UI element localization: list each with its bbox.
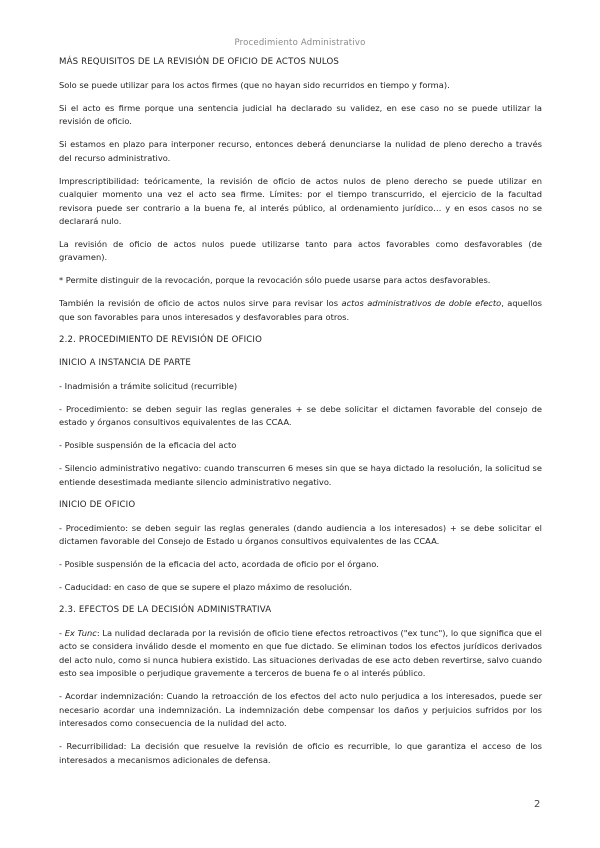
paragraph: La revisión de oficio de actos nulos puede utilizarse tanto para actos favorables como desfavorables (de gravamen). (59, 239, 542, 263)
paragraph: Si estamos en plazo para interponer recurso, entonces deberá denunciarse la nulidad de pleno derecho a través del recurso administrativo. (59, 139, 542, 163)
note-paragraph: * Permite distinguir de la revocación, porque la revocación sólo puede usarse para actos desfavorables. (59, 275, 491, 286)
subsection-heading: INICIO A INSTANCIA DE PARTE (59, 357, 191, 368)
emphasis-text: Ex Tunc (64, 628, 97, 639)
section-heading: 2.3. EFECTOS DE LA DECISIÓN ADMINISTRATIVA (59, 605, 272, 616)
section-heading: 2.2. PROCEDIMIENTO DE REVISIÓN DE OFICIO (59, 334, 263, 345)
list-item: - Silencio administrativo negativo: cuando transcurren 6 meses sin que se haya dictado la resolución, la solicitud se entiende desestimada mediante silencio administrativo negativo. (59, 463, 542, 487)
paragraph (59, 297, 542, 324)
paragraph-text: También la revisión de oficio de actos nulos sirve para revisar los (59, 298, 342, 309)
paragraph-text: , aquellos que son favorables para unos interesados y desfavorables para otros. (59, 298, 543, 322)
list-item: - Procedimiento: se deben seguir las reglas generales + se debe solicitar el dictamen favorable del consejo de estado y órganos consultivos equivalentes de las CCAA. (59, 403, 542, 428)
list-item (59, 627, 542, 681)
list-item: - Recurribilidad: La decisión que resuelve la revisión de oficio es recurrible, lo que garantiza el acceso de los interesados a mecanismos adicionales de defensa. (59, 741, 542, 765)
paragraph: Solo se puede utilizar para los actos firmes (que no hayan sido recurridos en tiempo y forma). (59, 80, 450, 90)
section-heading: MÁS REQUISITOS DE LA REVISIÓN DE OFICIO DE ACTOS NULOS (59, 57, 340, 67)
paragraph-text: : La nulidad declarada por la revisión de oficio tiene efectos retroactivos ("ex tunc"), lo que significa que el acto se considera inválido desde el momento en que fue dictado. Se eliminan todos los efectos jurídicos derivados del acto nulo, como si nunca hubiera existido. Las situaciones derivadas de ese acto deben revertirse, salvo cuando esto sea imposible o perjudique gravemente a terceros de buena fe o al interés público. (59, 628, 542, 679)
paragraph: Si el acto es firme porque una sentencia judicial ha declarado su validez, en ese caso no se puede utilizar la revisión de oficio. (59, 103, 542, 127)
page-body (59, 56, 542, 777)
list-item: - Posible suspensión de la eficacia del acto, acordada de oficio por el órgano. (59, 559, 379, 570)
list-item: - Inadmisión a trámite solicitud (recurrible) (59, 380, 238, 391)
list-item: - Procedimiento: se deben seguir las reglas generales (dando audiencia a los interesados) + se debe solicitar el dictamen favorable del Consejo de Estado u órganos consultivos equivalentes de las CCAA. (59, 522, 542, 547)
list-item: - Caducidad: en caso de que se supere el plazo máximo de resolución. (59, 582, 352, 593)
page-number: 2 (534, 799, 541, 810)
subsection-heading: INICIO DE OFICIO (59, 499, 136, 510)
paragraph-text: - (59, 628, 65, 639)
emphasis-text: actos administrativos de doble efecto (341, 298, 502, 309)
list-item: - Posible suspensión de la eficacia del acto (59, 440, 237, 451)
paragraph: Imprescriptibilidad: teóricamente, la revisión de oficio de actos nulos de pleno derecho se puede utilizar en cualquier momento una vez el acto sea firme. Límites: por el tiempo transcurrido, el ejercicio de la facultad revisora puede ser contrario a la buena fe, al interés público, al ordenamiento jurídico… y en esos casos no se declarará nulo. (59, 175, 542, 227)
running-header: Procedimiento Administrativo (234, 38, 366, 48)
list-item: - Acordar indemnización: Cuando la retroacción de los efectos del acto nulo perjudica a los interesados, puede ser necesario acordar una indemnización. La indemnización debe compensar los daños y perjuicios sufridos por los interesados como consecuencia de la nulidad del acto. (59, 691, 542, 729)
